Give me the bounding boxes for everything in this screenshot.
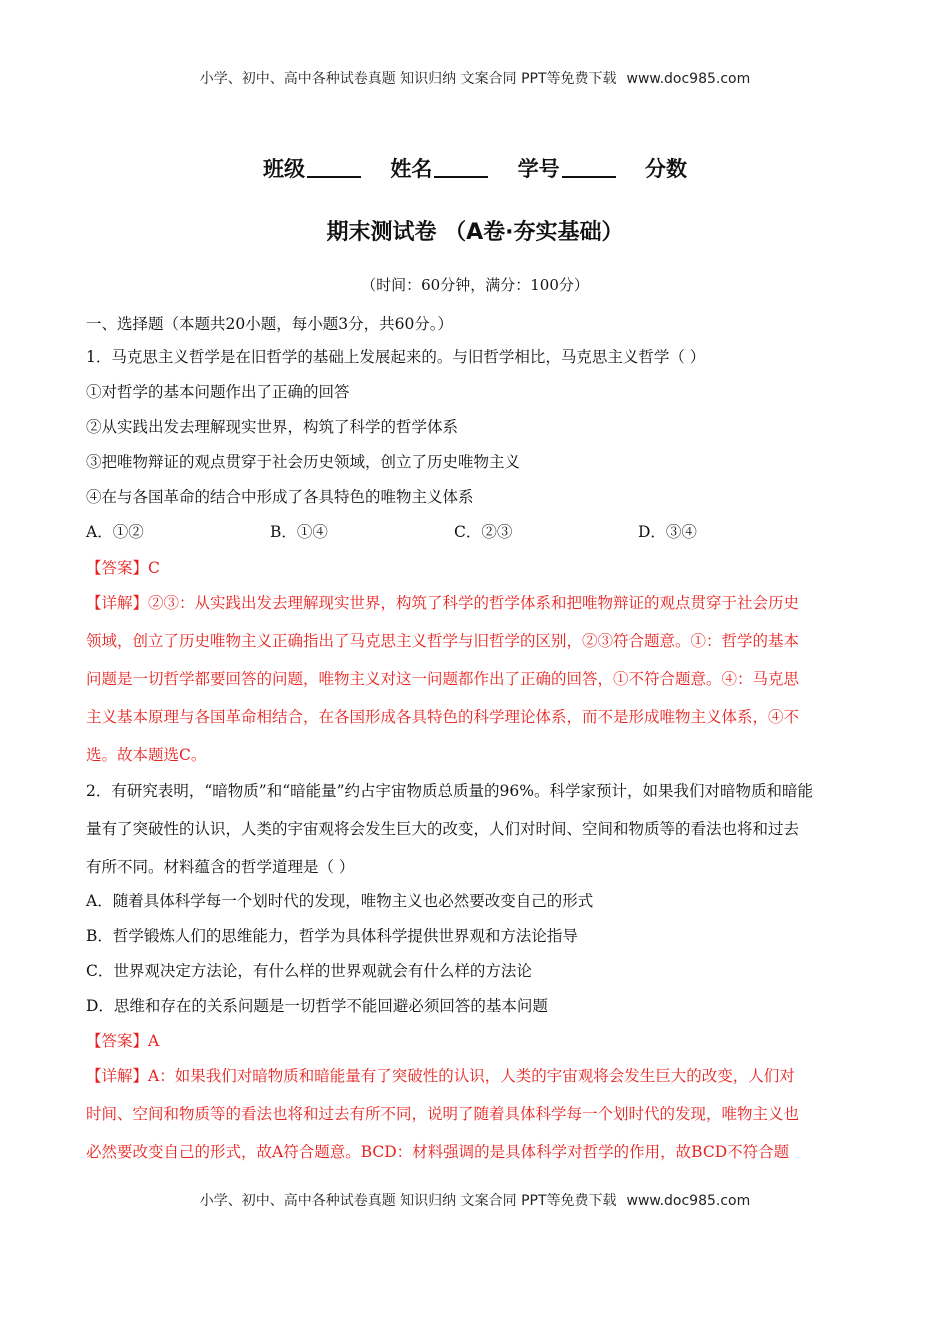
q2-detail-line: 时间、空间和物质等的看法也将和过去有所不同，说明了随着具体科学每一个划时代的发现，唯物主义也 — [86, 1105, 800, 1123]
q2-answer: 【答案】A — [86, 1032, 160, 1050]
q2-option-b[interactable]: B．哲学锻炼人们的思维能力，哲学为具体科学提供世界观和方法论指导 — [86, 927, 578, 945]
q1-option-c[interactable]: C．②③ — [454, 523, 513, 541]
q1-item-1: ①对哲学的基本问题作出了正确的回答 — [86, 383, 350, 401]
q1-detail-line: 主义基本原理与各国革命相结合，在各国形成各具特色的科学理论体系，而不是形成唯物主义体系，④不 — [86, 708, 800, 726]
q2-option-a[interactable]: A．随着具体科学每一个划时代的发现，唯物主义也必然要改变自己的形式 — [86, 892, 594, 910]
q1-detail-line: 领域，创立了历史唯物主义正确指出了马克思主义哲学与旧哲学的区别，②③符合题意。①：哲学的基本 — [86, 632, 800, 650]
class-label: 班级 — [263, 157, 306, 181]
name-label: 姓名 — [390, 157, 433, 181]
q1-option-d[interactable]: D．③④ — [638, 523, 697, 541]
page-header — [0, 68, 950, 88]
number-field[interactable] — [518, 157, 616, 181]
q2-stem-line: 有所不同。材料蕴含的哲学道理是（ ） — [86, 858, 355, 876]
exam-meta: （时间：60分钟，满分：100分） — [361, 276, 589, 294]
q1-detail-line: 【详解】②③：从实践出发去理解现实世界，构筑了科学的哲学体系和把唯物辩证的观点贯穿于社会历史 — [86, 594, 800, 612]
q1-detail-line: 选。故本题选C。 — [86, 746, 207, 764]
q2-option-d[interactable]: D．思维和存在的关系问题是一切哲学不能回避必须回答的基本问题 — [86, 997, 548, 1015]
q1-item-2: ②从实践出发去理解现实世界，构筑了科学的哲学体系 — [86, 418, 459, 436]
q2-stem-line: 2．有研究表明，“暗物质”和“暗能量”约占宇宙物质总质量的96%。科学家预计，如果我们对暗物质和暗能 — [86, 782, 814, 800]
q1-item-3: ③把唯物辩证的观点贯穿于社会历史领域，创立了历史唯物主义 — [86, 453, 521, 471]
score-field — [645, 157, 687, 181]
q1-option-b[interactable]: B．①④ — [270, 523, 328, 541]
q1-answer: 【答案】C — [86, 559, 160, 577]
q1-detail-line: 问题是一切哲学都要回答的问题，唯物主义对这一问题都作出了正确的回答，①不符合题意。④：马克思 — [86, 670, 800, 688]
number-label: 学号 — [517, 157, 560, 181]
header-url[interactable]: www.doc985.com — [626, 71, 751, 87]
footer-text: 小学、初中、高中各种试卷真题 知识归纳 文案合同 PPT等免费下载 — [199, 1193, 617, 1209]
exam-title: 期末测试卷 （A卷·夯实基础） — [326, 220, 624, 245]
q2-option-c[interactable]: C．世界观决定方法论，有什么样的世界观就会有什么样的方法论 — [86, 962, 532, 980]
name-field[interactable] — [390, 157, 488, 181]
footer-url[interactable]: www.doc985.com — [626, 1193, 751, 1209]
q1-stem: 1．马克思主义哲学是在旧哲学的基础上发展起来的。与旧哲学相比，马克思主义哲学（ ） — [86, 348, 706, 366]
page-footer — [0, 1190, 950, 1210]
student-info — [0, 153, 950, 183]
class-field[interactable] — [263, 157, 361, 181]
score-label: 分数 — [644, 157, 687, 181]
q2-detail-line: 【详解】A：如果我们对暗物质和暗能量有了突破性的认识，人类的宇宙观将会发生巨大的改变，人们对 — [86, 1067, 795, 1085]
section-heading: 一、选择题（本题共20小题，每小题3分，共60分。） — [86, 315, 454, 333]
q2-stem-line: 量有了突破性的认识，人类的宇宙观将会发生巨大的改变，人们对时间、空间和物质等的看法也将和过去 — [86, 820, 800, 838]
q1-item-4: ④在与各国革命的结合中形成了各具特色的唯物主义体系 — [86, 488, 474, 506]
q1-option-a[interactable]: A．①② — [86, 523, 144, 541]
header-text: 小学、初中、高中各种试卷真题 知识归纳 文案合同 PPT等免费下载 — [199, 71, 617, 87]
q2-detail-line: 必然要改变自己的形式，故A符合题意。BCD：材料强调的是具体科学对哲学的作用，故BCD不符合题 — [86, 1143, 790, 1161]
